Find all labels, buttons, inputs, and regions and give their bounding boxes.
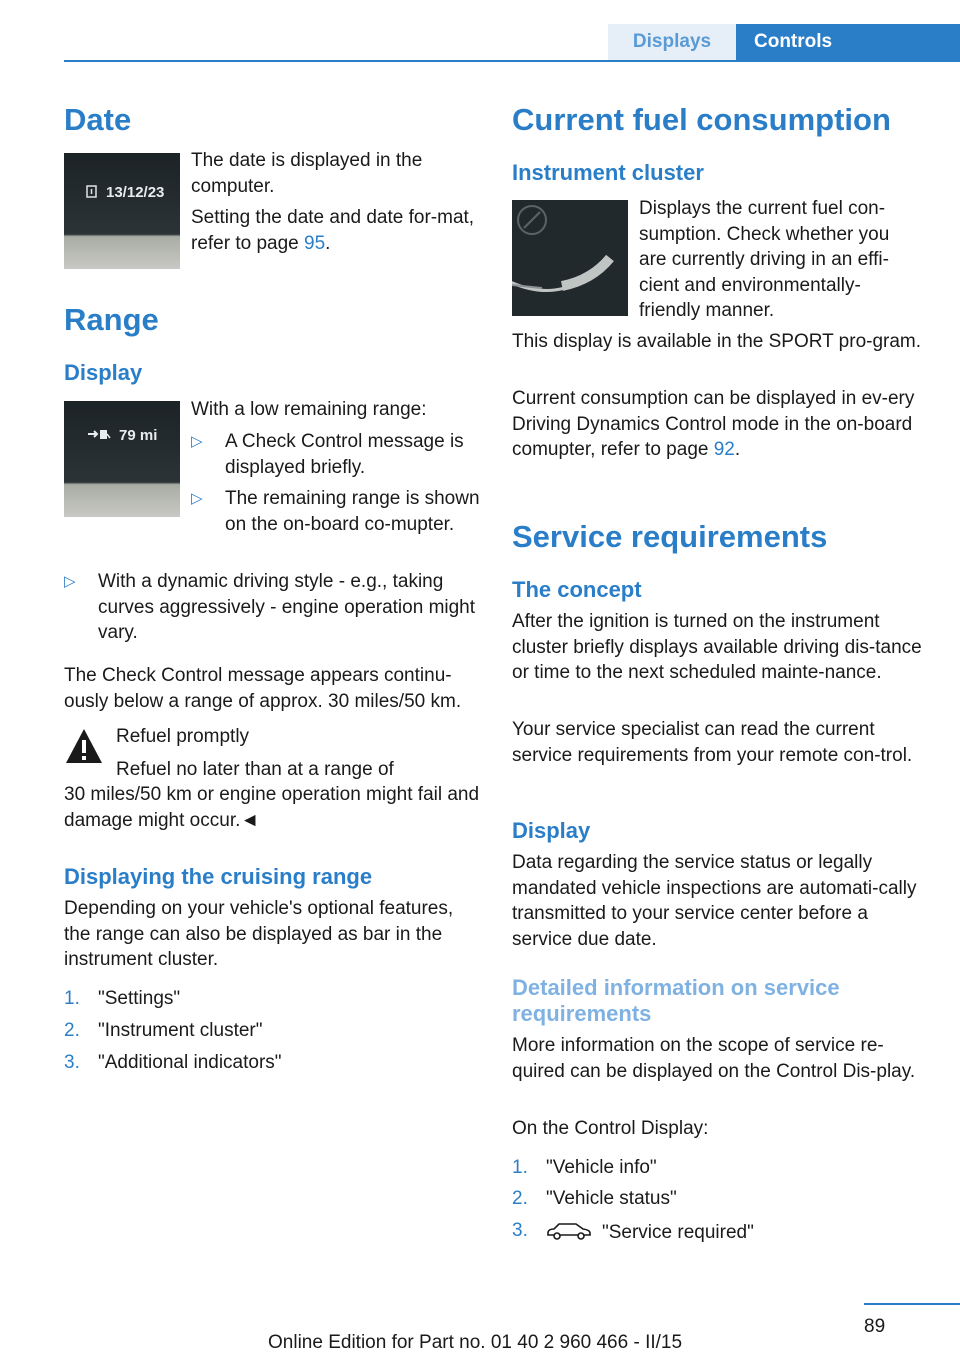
- page-link-95[interactable]: 95: [304, 232, 326, 254]
- consumption-gauge-icon: [512, 200, 628, 316]
- range-bullet-3-text: With a dynamic driving style - e.g., taking curves aggressively - engine operation might vary.: [98, 571, 476, 643]
- edition-footer: Online Edition for Part no. 01 40 2 960 466 - II/15: [268, 1332, 683, 1353]
- concept-text-1: After the ignition is turned on the instrument cluster briefly displays available driving dis-tance or time to the next scheduled mainte-nance.: [512, 611, 922, 683]
- bullet-triangle-icon: ▷: [64, 573, 76, 590]
- date-text-2-end: .: [325, 232, 331, 254]
- step-text: "Vehicle info": [546, 1157, 657, 1178]
- step-number: 3.: [64, 1052, 80, 1073]
- control-display-text: On the Control Display:: [512, 1118, 709, 1139]
- warning-triangle-icon: [64, 726, 104, 768]
- cluster-heading: Instrument cluster: [512, 160, 704, 185]
- cruising-step-1: [64, 986, 480, 1012]
- range-bullet-1-text: A Check Control message is displayed briefly.: [225, 431, 464, 478]
- calendar-icon: [64, 153, 180, 269]
- bullet-triangle-icon: ▷: [191, 433, 203, 450]
- range-bullet-1: [191, 429, 480, 480]
- cruising-heading: Displaying the cruising range: [64, 864, 373, 889]
- warning-text: 30 miles/50 km or engine operation might fail and damage might occur.◄: [64, 784, 480, 831]
- range-bullet-2: [191, 486, 480, 537]
- step-number: 1.: [64, 988, 80, 1009]
- range-intro: With a low remaining range:: [191, 399, 427, 420]
- service-display-heading: Display: [512, 818, 591, 843]
- step-number: 2.: [64, 1020, 80, 1041]
- service-display-text: Data regarding the service status or legally mandated vehicle inspections are automati-cally transmitted to your service center before a service due date.: [512, 852, 917, 950]
- fuel-gauge-image: [512, 200, 628, 316]
- header-chapter-tab: Controls: [736, 24, 960, 62]
- page-number: 89: [864, 1316, 886, 1337]
- step-text: "Service required": [602, 1222, 754, 1243]
- step-text: "Additional indicators": [98, 1052, 282, 1073]
- service-step-2: [512, 1186, 922, 1212]
- concept-heading: The concept: [512, 577, 642, 602]
- range-bullet-3: [64, 569, 480, 646]
- range-display-image: [64, 401, 180, 517]
- step-number: 2.: [512, 1188, 528, 1209]
- footer-divider: [864, 1303, 960, 1305]
- step-text: "Settings": [98, 988, 181, 1009]
- date-text-1: The date is displayed in the computer.: [191, 150, 423, 197]
- detail-heading: Detailed information on service requirements: [512, 975, 840, 1026]
- check-control-text: The Check Control message appears continu-ously below a range of approx. 30 miles/50 km.: [64, 665, 462, 712]
- date-title: Date: [64, 102, 132, 137]
- step-number: 1.: [512, 1157, 528, 1178]
- detail-text: More information on the scope of service re-quired can be displayed on the Control Dis-play.: [512, 1035, 916, 1082]
- step-number: 3.: [512, 1220, 528, 1241]
- warning-line-1: Refuel no later than at a range of: [116, 759, 394, 780]
- car-icon: [546, 1221, 592, 1241]
- consumption-text: [512, 386, 922, 463]
- date-display-value: 13/12/23: [106, 184, 165, 201]
- sport-text: This display is available in the SPORT pro-gram.: [512, 331, 922, 352]
- cruising-step-3: [64, 1050, 480, 1076]
- bullet-triangle-icon: ▷: [191, 490, 203, 507]
- consumption-text-end: .: [734, 439, 741, 460]
- consumption-text-body: Current consumption can be displayed in ev-ery Driving Dynamics Control mode in the on-board comupter, refer to page: [512, 388, 915, 460]
- range-bullet-2-text: The remaining range is shown on the on-board co-mupter.: [225, 488, 480, 535]
- date-display-image: [64, 153, 180, 269]
- range-display-value: 79 mi: [119, 427, 158, 444]
- service-step-3: [512, 1218, 922, 1246]
- concept-text-2: Your service specialist can read the current service requirements from your remote con-trol.: [512, 719, 913, 766]
- fuel-title: Current fuel consumption: [512, 102, 891, 137]
- step-text: "Instrument cluster": [98, 1020, 263, 1041]
- page-link-92[interactable]: 92: [713, 439, 735, 460]
- service-title: Service requirements: [512, 519, 828, 554]
- cruising-step-2: [64, 1018, 480, 1044]
- date-text-2: [191, 205, 480, 256]
- service-step-1: [512, 1155, 922, 1181]
- date-text-2-body: Setting the date and date for-mat, refer to page: [191, 207, 475, 254]
- cluster-text: Displays the current fuel con-sumption. Check whether you are currently driving in an effi-cient and environmentally-friendly manner.: [639, 198, 890, 321]
- step-text: "Vehicle status": [546, 1188, 677, 1209]
- cruising-text: Depending on your vehicle's optional features, the range can also be displayed as bar in the instrument cluster.: [64, 898, 454, 970]
- range-display-heading: Display: [64, 360, 143, 385]
- range-title: Range: [64, 302, 159, 337]
- header-divider: [64, 60, 960, 62]
- header-section-tab: Displays: [608, 24, 736, 60]
- fuel-pump-icon: [64, 401, 180, 517]
- warning-title: Refuel promptly: [116, 726, 250, 747]
